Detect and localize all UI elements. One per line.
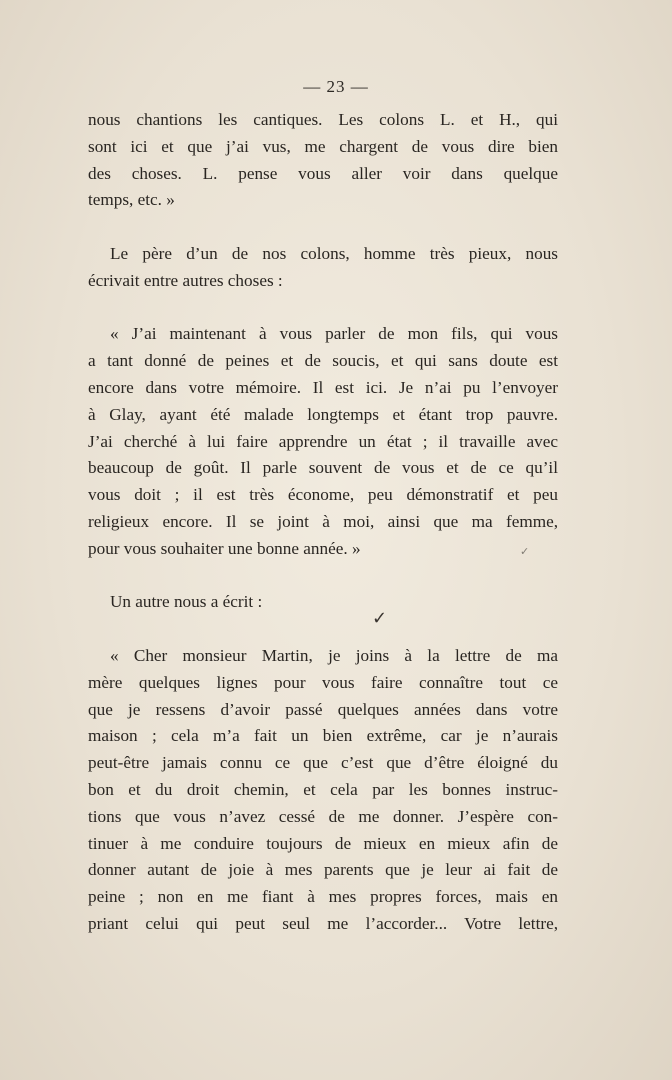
text-line: donner autant de joie à mes parents que je leur ai fait de (88, 860, 558, 880)
text-line: bon et du droit chemin, et cela par les bonnes instruc- (88, 779, 558, 799)
text-line: priant celui qui peut seul me l’accorder... Votre lettre, (88, 913, 558, 933)
text-line: Un autre nous a écrit : (110, 592, 263, 612)
text-line: écrivait entre autres choses : (88, 270, 283, 290)
text-line: tinuer à me conduire toujours de mieux en mieux afin de (88, 833, 558, 853)
text-line: maison ; cela m’a fait un bien extrême, car je n’aurais (88, 726, 558, 746)
text-line: mère quelques lignes pour vous faire connaître tout ce (88, 672, 558, 692)
page-body (88, 107, 558, 938)
text-line: sont ici et que j’ai vus, me chargent de vous dire bien (88, 136, 558, 156)
text-line: « Cher monsieur Martin, je joins à la lettre de ma (110, 645, 558, 665)
text-line: peut-être jamais connu ce que c’est que d’être éloigné du (88, 753, 558, 773)
text-line: que je ressens d’avoir passé quelques années dans votre (88, 699, 558, 719)
paragraph-gap (88, 563, 558, 590)
page-number: — 23 — (303, 77, 369, 96)
pencil-tick-mark: ✓ (372, 608, 388, 629)
text-line: des choses. L. pense vous aller voir dans quelque (88, 163, 558, 183)
text-line: à Glay, ayant été malade longtemps et étant trop pauvre. (88, 404, 558, 424)
text-line: temps, etc. » (88, 190, 175, 210)
text-line: a tant donné de peines et de soucis, et qui sans doute est (88, 351, 558, 371)
text-line: « J’ai maintenant à vous parler de mon fils, qui vous (110, 324, 558, 344)
paragraph-gap (88, 295, 558, 322)
paragraph-gap (88, 616, 558, 643)
text-line: peine ; non en me fiant à mes propres forces, mais en (88, 887, 558, 907)
text-line: beaucoup de goût. Il parle souvent de vous et de ce qu’il (88, 458, 558, 478)
text-line: Le père d’un de nos colons, homme très pieux, nous (110, 243, 558, 263)
text-line: J’ai cherché à lui faire apprendre un état ; il travaille avec (88, 431, 558, 451)
text-line: vous doit ; il est très économe, peu démonstratif et peu (88, 485, 558, 505)
text-line: tions que vous n’avez cessé de me donner. J’espère con- (88, 806, 558, 826)
text-line: pour vous souhaiter une bonne année. » (88, 538, 361, 558)
text-line: religieux encore. Il se joint à moi, ainsi que ma femme, (88, 511, 558, 531)
text-line: nous chantions les cantiques. Les colons L. et H., qui (88, 110, 558, 129)
paragraph-gap (88, 214, 558, 241)
text-line: encore dans votre mémoire. Il est ici. Je n’ai pu l’envoyer (88, 377, 558, 397)
pencil-tick-mark: ✓ (520, 545, 530, 558)
